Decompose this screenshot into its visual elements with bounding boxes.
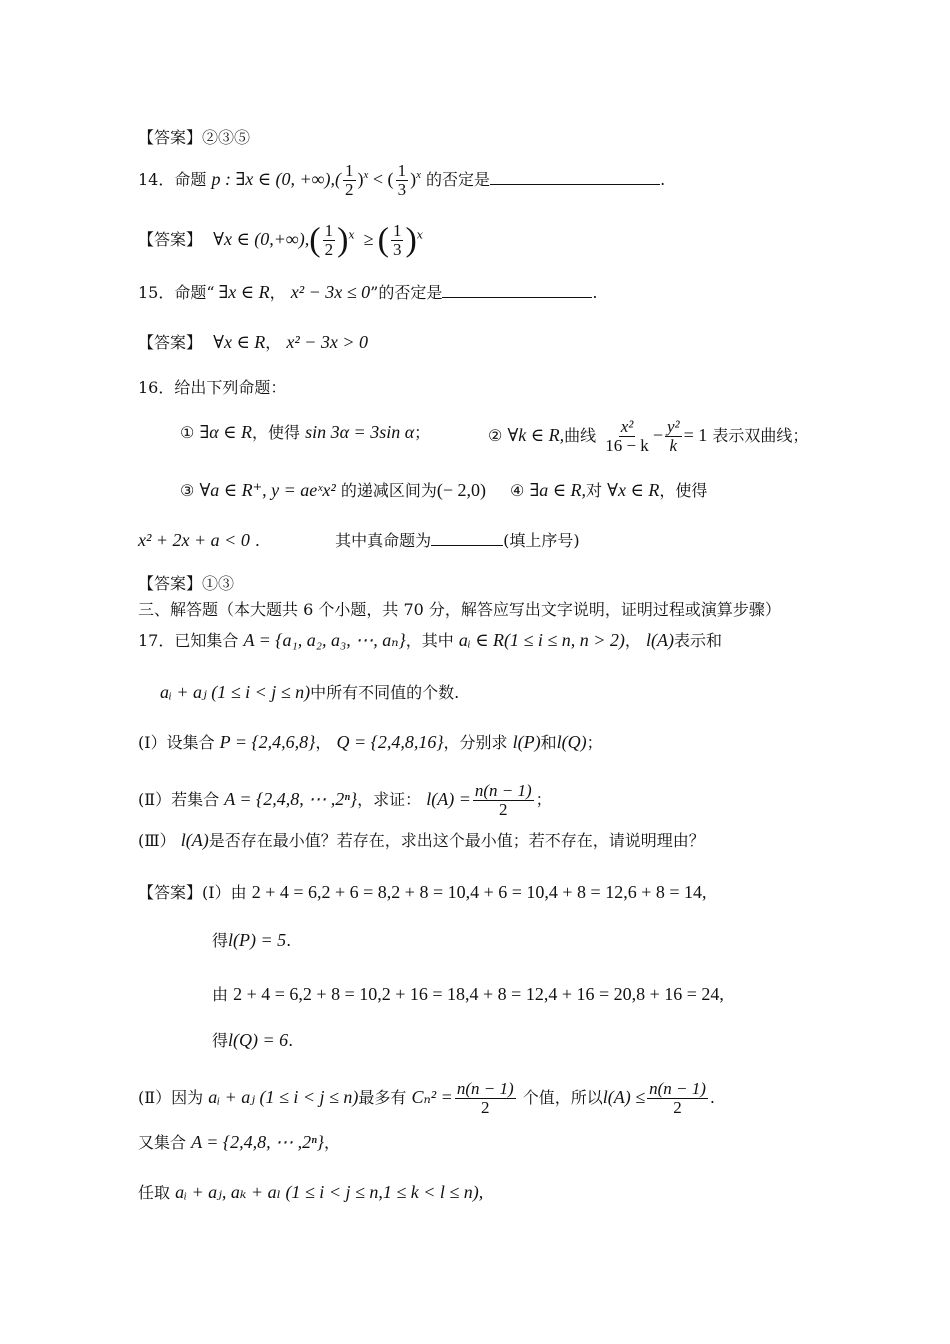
- proposition-1: ① ∃α ∈ R，使得 sin 3α = 3sin α；: [180, 422, 431, 442]
- fill-blank[interactable]: [431, 531, 503, 546]
- question-17-part2: (Ⅱ）若集合 A = {2,4,8, ⋯ ,2ⁿ}，求证： l(A) = $\frac{n(n - 1)}{2}$ ；: [138, 781, 552, 819]
- answer-17-part1: 【答案】(Ⅰ）由 2 + 4 = 6,2 + 6 = 8,2 + 8 = 10,4 + 6 = 10,4 + 8 = 12,6 + 8 = 14,: [138, 882, 707, 902]
- fill-blank[interactable]: [442, 283, 592, 298]
- answer-13: 【答案】②③⑤: [138, 128, 251, 147]
- fill-blank[interactable]: [490, 170, 660, 185]
- question-16-tail: x² + 2x + a < 0 . 其中真命题为 (填上序号): [138, 530, 580, 550]
- question-17-line2: aᵢ + aⱼ (1 ≤ i < j ≤ n)中所有不同值的个数.: [160, 682, 460, 702]
- answer-17-lq: 得l(Q) = 6.: [212, 1030, 294, 1050]
- proposition-3: ③ ∀a ∈ R⁺, y = aeˣx² 的递减区间为(− 2,0): [180, 480, 486, 500]
- answer-17-take: 任取 aᵢ + aⱼ, aₖ + aₗ (1 ≤ i < j ≤ n,1 ≤ k < l ≤ n),: [138, 1182, 484, 1202]
- answer-17-q-sums: 由 2 + 4 = 6,2 + 8 = 10,2 + 16 = 18,4 + 8 = 12,4 + 16 = 20,8 + 16 = 24,: [212, 984, 724, 1004]
- answer-17-lp: 得l(P) = 5.: [212, 930, 292, 950]
- answer-14: 【答案】 ∀x ∈ (0,+∞),( $\frac{1}{2}$ )$^x$ ≥ ( $\frac{1}{3}$ )$^x$: [138, 221, 423, 259]
- proposition-2: ② ∀k ∈ R,曲线 $\frac{\text{x²}}{16 - k}$ − $\frac{\text{y²}}{k}$ = 1 表示双曲线；: [488, 417, 809, 455]
- question-17-part3: (Ⅲ） l(A)是否存在最小值？若存在，求出这个最小值；若不存在，请说明理由？: [138, 830, 705, 850]
- answer-17-set: 又集合 A = {2,4,8, ⋯ ,2ⁿ}，: [138, 1132, 341, 1152]
- question-17-part1: (Ⅰ）设集合 P = {2,4,6,8}， Q = {2,4,8,16}，分别求 l(P)和l(Q)；: [138, 732, 603, 752]
- section-3-heading: 三、解答题（本大题共 6 个小题，共 70 分，解答应写出文字说明，证明过程或演算步骤）: [138, 600, 781, 619]
- question-14: 14．命题 p : ∃x ∈ (0, +∞),( $\frac{1}{2}$ )$^x$ < ( $\frac{1}{3}$ )$^x$ 的否定是 .: [138, 161, 666, 199]
- answer-17-part2: (Ⅱ）因为 aᵢ + aⱼ (1 ≤ i < j ≤ n)最多有 Cₙ² = $\frac{n(n - 1)}{2}$ 个值，所以l(A) ≤ $\frac{n(n - 1)}{2}$ .: [138, 1079, 715, 1117]
- question-16: 16．给出下列命题：: [138, 378, 287, 397]
- answer-15: 【答案】 ∀x ∈ R， x² − 3x > 0: [138, 332, 369, 352]
- answer-16: 【答案】①③: [138, 574, 235, 593]
- question-17: 17．已知集合 A = {a₁, a₂, a₃, ⋯, aₙ}，其中 aᵢ ∈ R(1 ≤ i ≤ n, n > 2)， l(A)表示和: [138, 630, 723, 650]
- proposition-4: ④ ∃a ∈ R,对 ∀x ∈ R，使得: [510, 480, 708, 500]
- question-15: 15．命题“ ∃x ∈ R， x² − 3x ≤ 0”的否定是 .: [138, 282, 598, 302]
